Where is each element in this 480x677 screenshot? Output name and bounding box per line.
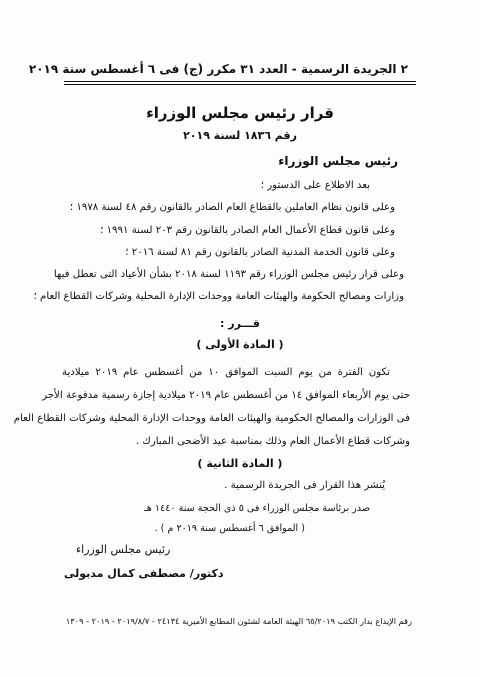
issued-date-hijri: صدر برئاسة مجلس الوزراء فى ٥ ذى الحجة سنة ١٤٤٠ هـ — [143, 503, 370, 514]
signature-title: رئيس مجلس الوزراء — [76, 543, 171, 556]
article-1-line: تكون الفترة من يوم السبت الموافق ١٠ من أغسطس عام ٢٠١٩ ميلادية — [62, 367, 391, 378]
preamble-line: وزارات ومصالح الحكومة والهيئات العامة ووحدات الإدارة المحلية وشركات القطاع العام ؛ — [33, 291, 404, 302]
preamble-line: بعد الاطلاع على الدستور ؛ — [260, 180, 370, 191]
gazette-header: ٢ الجريدة الرسمية - العدد ٣١ مكرر (ج) فى ٦ أغسطس سنة ٢٠١٩ — [28, 62, 408, 76]
article-2-title: ( المادة الثانية ) — [197, 457, 283, 470]
issued-date-gregorian: ( الموافق ٦ أغسطس سنة ٢٠١٩ م ) . — [154, 523, 305, 534]
signature-name: دكتور/ مصطفى كمال مدبولى — [64, 567, 224, 580]
decree-number: رقم ١٨٣٦ لسنة ٢٠١٩ — [183, 129, 297, 142]
header-rule-thin — [64, 84, 416, 85]
footer-deposit-number: رقم الإيداع بدار الكتب ٦٥/٢٠١٩ الهيئة العامة لشئون المطابع الأميرية ٢٤١٣٤ - ٢٠١٩/٨/٧ - ٢٠١٩ - ١٣٠٩ — [65, 616, 412, 626]
decree-issuer: رئيس مجلس الوزراء — [278, 154, 398, 168]
article-1-title: ( المادة الأولى ) — [196, 338, 284, 351]
preamble-line: وعلى قرار رئيس مجلس الوزراء رقم ١١٩٣ لسنة ٢٠١٨ بشأن الأعياد التى تعطل فيها — [53, 269, 404, 280]
decided-heading: قـــرر : — [220, 317, 260, 330]
decree-title: قرار رئيس مجلس الوزراء — [146, 104, 334, 122]
header-rule — [64, 81, 416, 82]
article-1-line: وشركات قطاع الأعمال العام وذلك بمناسبة عيد الأضحى المبارك . — [135, 436, 410, 447]
preamble-line: وعلى قانون قطاع الأعمال العام الصادر بالقانون رقم ٢٠٣ لسنة ١٩٩١ ؛ — [100, 225, 395, 236]
article-1-line: حتى يوم الأربعاء الموافق ١٤ من أغسطس عام ٢٠١٩ ميلادية إجازة رسمية مدفوعة الأجر — [42, 390, 410, 401]
article-1-line: فى الوزارات والمصالح الحكومية والهيئات العامة ووحدات الإدارة المحلية وشركات القطاع العام — [13, 413, 410, 424]
preamble-line: وعلى قانون نظام العاملين بالقطاع العام الصادر بالقانون رقم ٤٨ لسنة ١٩٧٨ ؛ — [69, 202, 395, 213]
article-2-text: يُنشر هذا القرار فى الجريدة الرسمية . — [224, 480, 385, 491]
preamble-line: وعلى قانون الخدمة المدنية الصادر بالقانون رقم ٨١ لسنة ٢٠١٦ ؛ — [125, 247, 395, 258]
